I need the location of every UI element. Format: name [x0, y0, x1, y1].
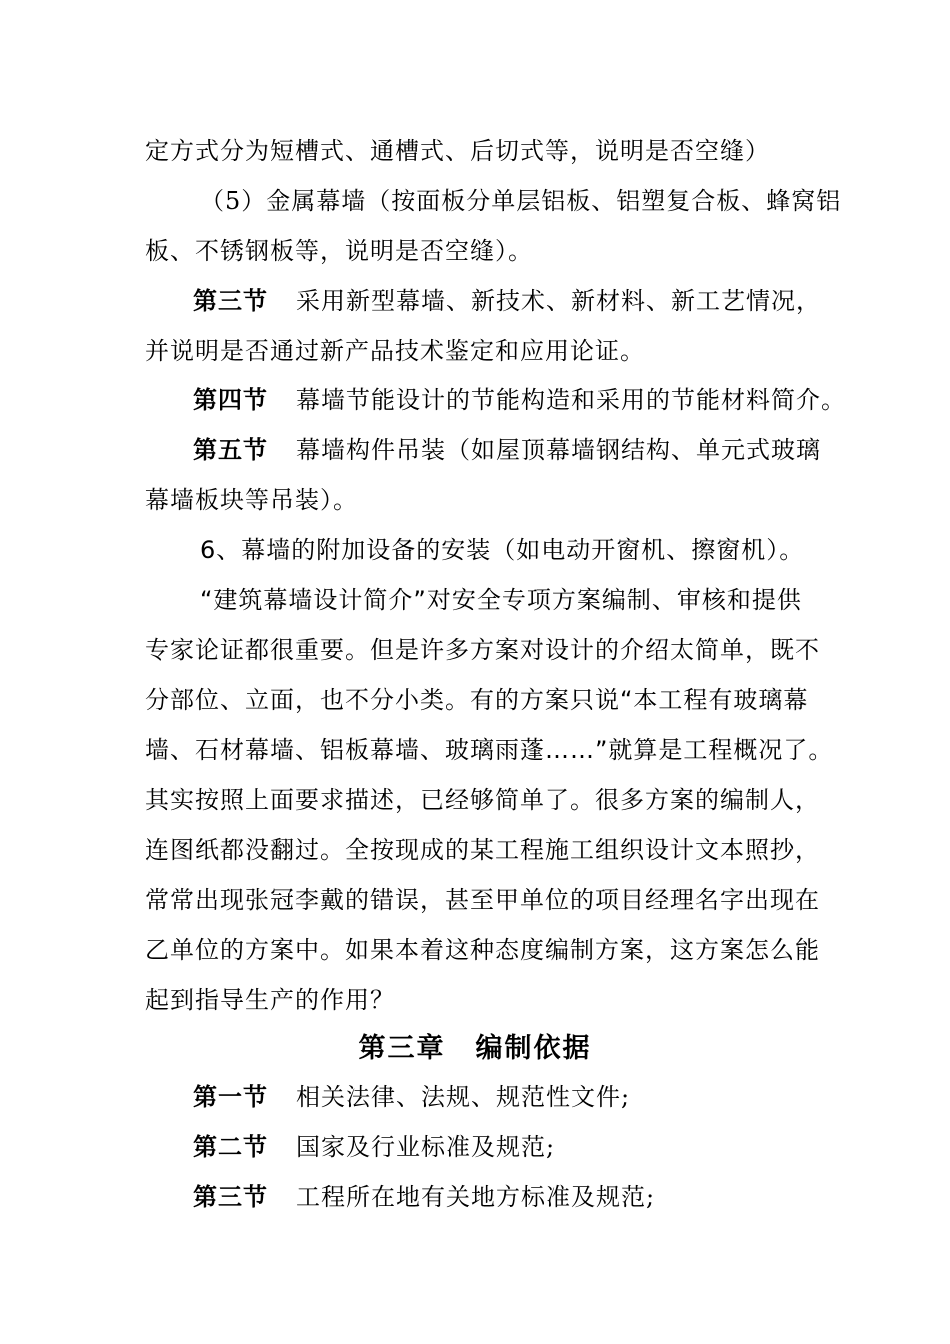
section-heading-5	[193, 435, 821, 465]
paragraph-line: 定方式分为短槽式、通槽式、后切式等，说明是否空缝）	[145, 137, 770, 165]
section-label: 第五节	[193, 435, 268, 464]
paragraph-line: 板、不锈钢板等，说明是否空缝）。	[145, 237, 533, 265]
section-heading-4	[193, 385, 846, 415]
section-label: 第三节	[193, 286, 268, 315]
section-label: 第二节	[193, 1132, 268, 1161]
chapter-section-1	[193, 1082, 630, 1112]
body-line: 连图纸都没翻过。全按现成的某工程施工组织设计文本照抄，	[145, 836, 820, 864]
paragraph-line: 并说明是否通过新产品技术鉴定和应用论证。	[145, 337, 645, 365]
section-text: 相关法律、法规、规范性文件;	[296, 1083, 631, 1111]
section-text: 工程所在地有关地方标准及规范;	[296, 1183, 656, 1211]
chapter-section-3	[193, 1182, 655, 1212]
chapter-title	[0, 1032, 950, 1066]
section-text: 采用新型幕墙、新技术、新材料、新工艺情况，	[296, 287, 821, 315]
paragraph-line: （5）金属幕墙（按面板分单层铝板、铝塑复合板、蜂窝铝	[200, 187, 842, 215]
body-line: 起到指导生产的作用？	[145, 986, 395, 1014]
body-line: 专家论证都很重要。但是许多方案对设计的介绍太简单，既不	[145, 636, 820, 664]
body-line: 分部位、立面，也不分小类。有的方案只说“本工程有玻璃幕	[145, 686, 809, 714]
body-line: “建筑幕墙设计简介”对安全专项方案编制、审核和提供	[200, 586, 802, 614]
section-text: 幕墙构件吊装（如屋顶幕墙钢结构、单元式玻璃	[296, 436, 821, 464]
chapter-section-2	[193, 1132, 555, 1162]
body-line: 其实按照上面要求描述，已经够简单了。很多方案的编制人，	[145, 786, 820, 814]
chapter-name: 编制依据	[475, 1033, 592, 1064]
body-line: 常常出现张冠李戴的错误，甚至甲单位的项目经理名字出现在	[145, 886, 820, 914]
body-line: 乙单位的方案中。如果本着这种态度编制方案，这方案怎么能	[145, 936, 820, 964]
list-item-6: 6、幕墙的附加设备的安装（如电动开窗机、擦窗机）。	[200, 536, 805, 564]
paragraph-line: 幕墙板块等吊装）。	[145, 486, 358, 514]
section-text: 幕墙节能设计的节能构造和采用的节能材料简介。	[296, 386, 846, 414]
chapter-label: 第三章	[358, 1033, 446, 1064]
section-text: 国家及行业标准及规范;	[296, 1133, 556, 1161]
body-line: 墙、石材幕墙、铝板幕墙、玻璃雨蓬……”就算是工程概况了。	[145, 736, 834, 764]
section-heading-3	[193, 286, 821, 316]
section-label: 第三节	[193, 1182, 268, 1211]
section-label: 第四节	[193, 385, 268, 414]
section-label: 第一节	[193, 1082, 268, 1111]
